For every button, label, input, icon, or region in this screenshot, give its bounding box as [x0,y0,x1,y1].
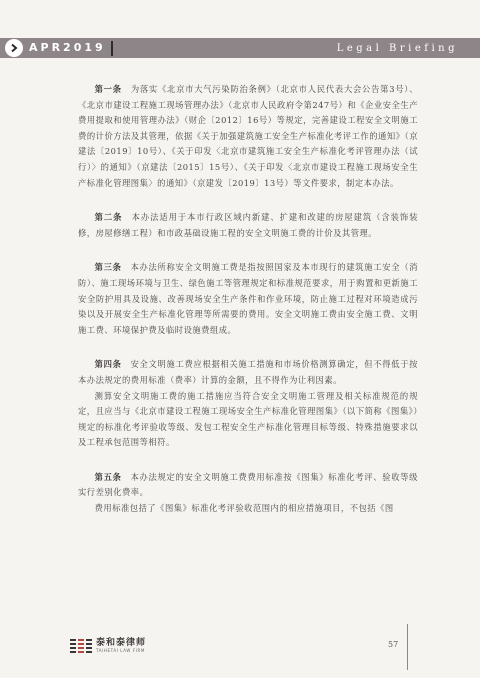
firm-name-en: TAIHETAI LAW FIRM [96,648,145,653]
page-number: 57 [388,640,399,649]
article-label: 第五条 [94,471,122,482]
article-4 [78,357,418,388]
article-label: 第一条 [94,84,122,94]
article-label: 第二条 [94,212,123,223]
article-3 [78,260,418,338]
firm-name: 泰和泰律师 [96,638,147,648]
article-1 [78,82,418,191]
article-text: 为落实《北京市大气污染防治条例》（北京市人民代表大会公告第3号）、《北京市建设工程施工现场管理办法》（北京市人民政府令第247号）和《企业安全生产费用提取和使用管理办法》（财企〔2012〕16号）等规定，完善建设工程安全文明施工费的计价方法及其管理，依据《关于加强建筑施工安全生产标准化考评工作的通知》（京建法〔2019〕10号）、《关于印发〈北京市建筑施工安全生产标准化考评管理办法（试行）〉的通知》（京建法〔2015〕15号）、《关于印发〈北京市建设工程施工现场安全生产标准化管理图集〉的通知》（京建发〔2019〕13号）等文件要求，制定本办法。 [78,84,418,188]
firm-logo [70,638,146,654]
article-4-continuation: 测算安全文明施工费的施工措施应当符合安全文明施工管理及相关标准规范的规定，且应当与《北京市建设工程施工现场安全生产标准化管理图集》（以下简称《图集》）规定的标准化考评验收等级、发包工程安全生产标准化管理目标等级、特殊措施要求以及工程承包范围等相符。 [78,390,418,448]
article-5-continuation: 费用标准包括了《图集》标准化考评验收范围内的相应措施项目，不包括《图 [94,503,394,514]
article-text: 本办法规定的安全文明施工费费用标准按《图集》标准化考评、验收等级实行差别化费率。 [78,471,418,498]
page-divider [407,624,408,670]
issue-date: APR2019 [29,41,106,54]
text-cursor [111,41,113,56]
firm-logo-icon [70,638,92,654]
article-label: 第四条 [94,359,122,370]
article-5 [78,470,418,501]
article-label: 第三条 [94,262,122,273]
section-title: Legal Briefing [336,43,458,54]
article-text: 安全文明施工费应根据相关施工措施和市场价格测算确定，但不得低于按本办法规定的费用标准（费率）计算的金额，且不得作为让利因素。 [78,359,418,385]
article-text: 本办法所称安全文明施工费是指按照国家及本市现行的建筑施工安全（消防）、施工现场环境与卫生、绿色施工等管理规定和标准规范要求，用于购置和更新施工安全防护用具及设施、改善现场安全生产条件和作业环境，防止施工过程对环境造成污染以及开展安全生产标准化管理等所需要的费用。安全文明施工费由安全施工费、文明施工费、环境保护费及临时设施费组成。 [78,262,418,335]
article-text: 本办法适用于本市行政区域内新建、扩建和改建的房屋建筑（含装饰装修，房屋修缮工程）和市政基础设施工程的安全文明施工费的计价及其管理。 [78,212,418,238]
document-body [78,82,418,517]
article-2 [78,210,418,241]
chevron-right-icon[interactable] [5,39,23,57]
